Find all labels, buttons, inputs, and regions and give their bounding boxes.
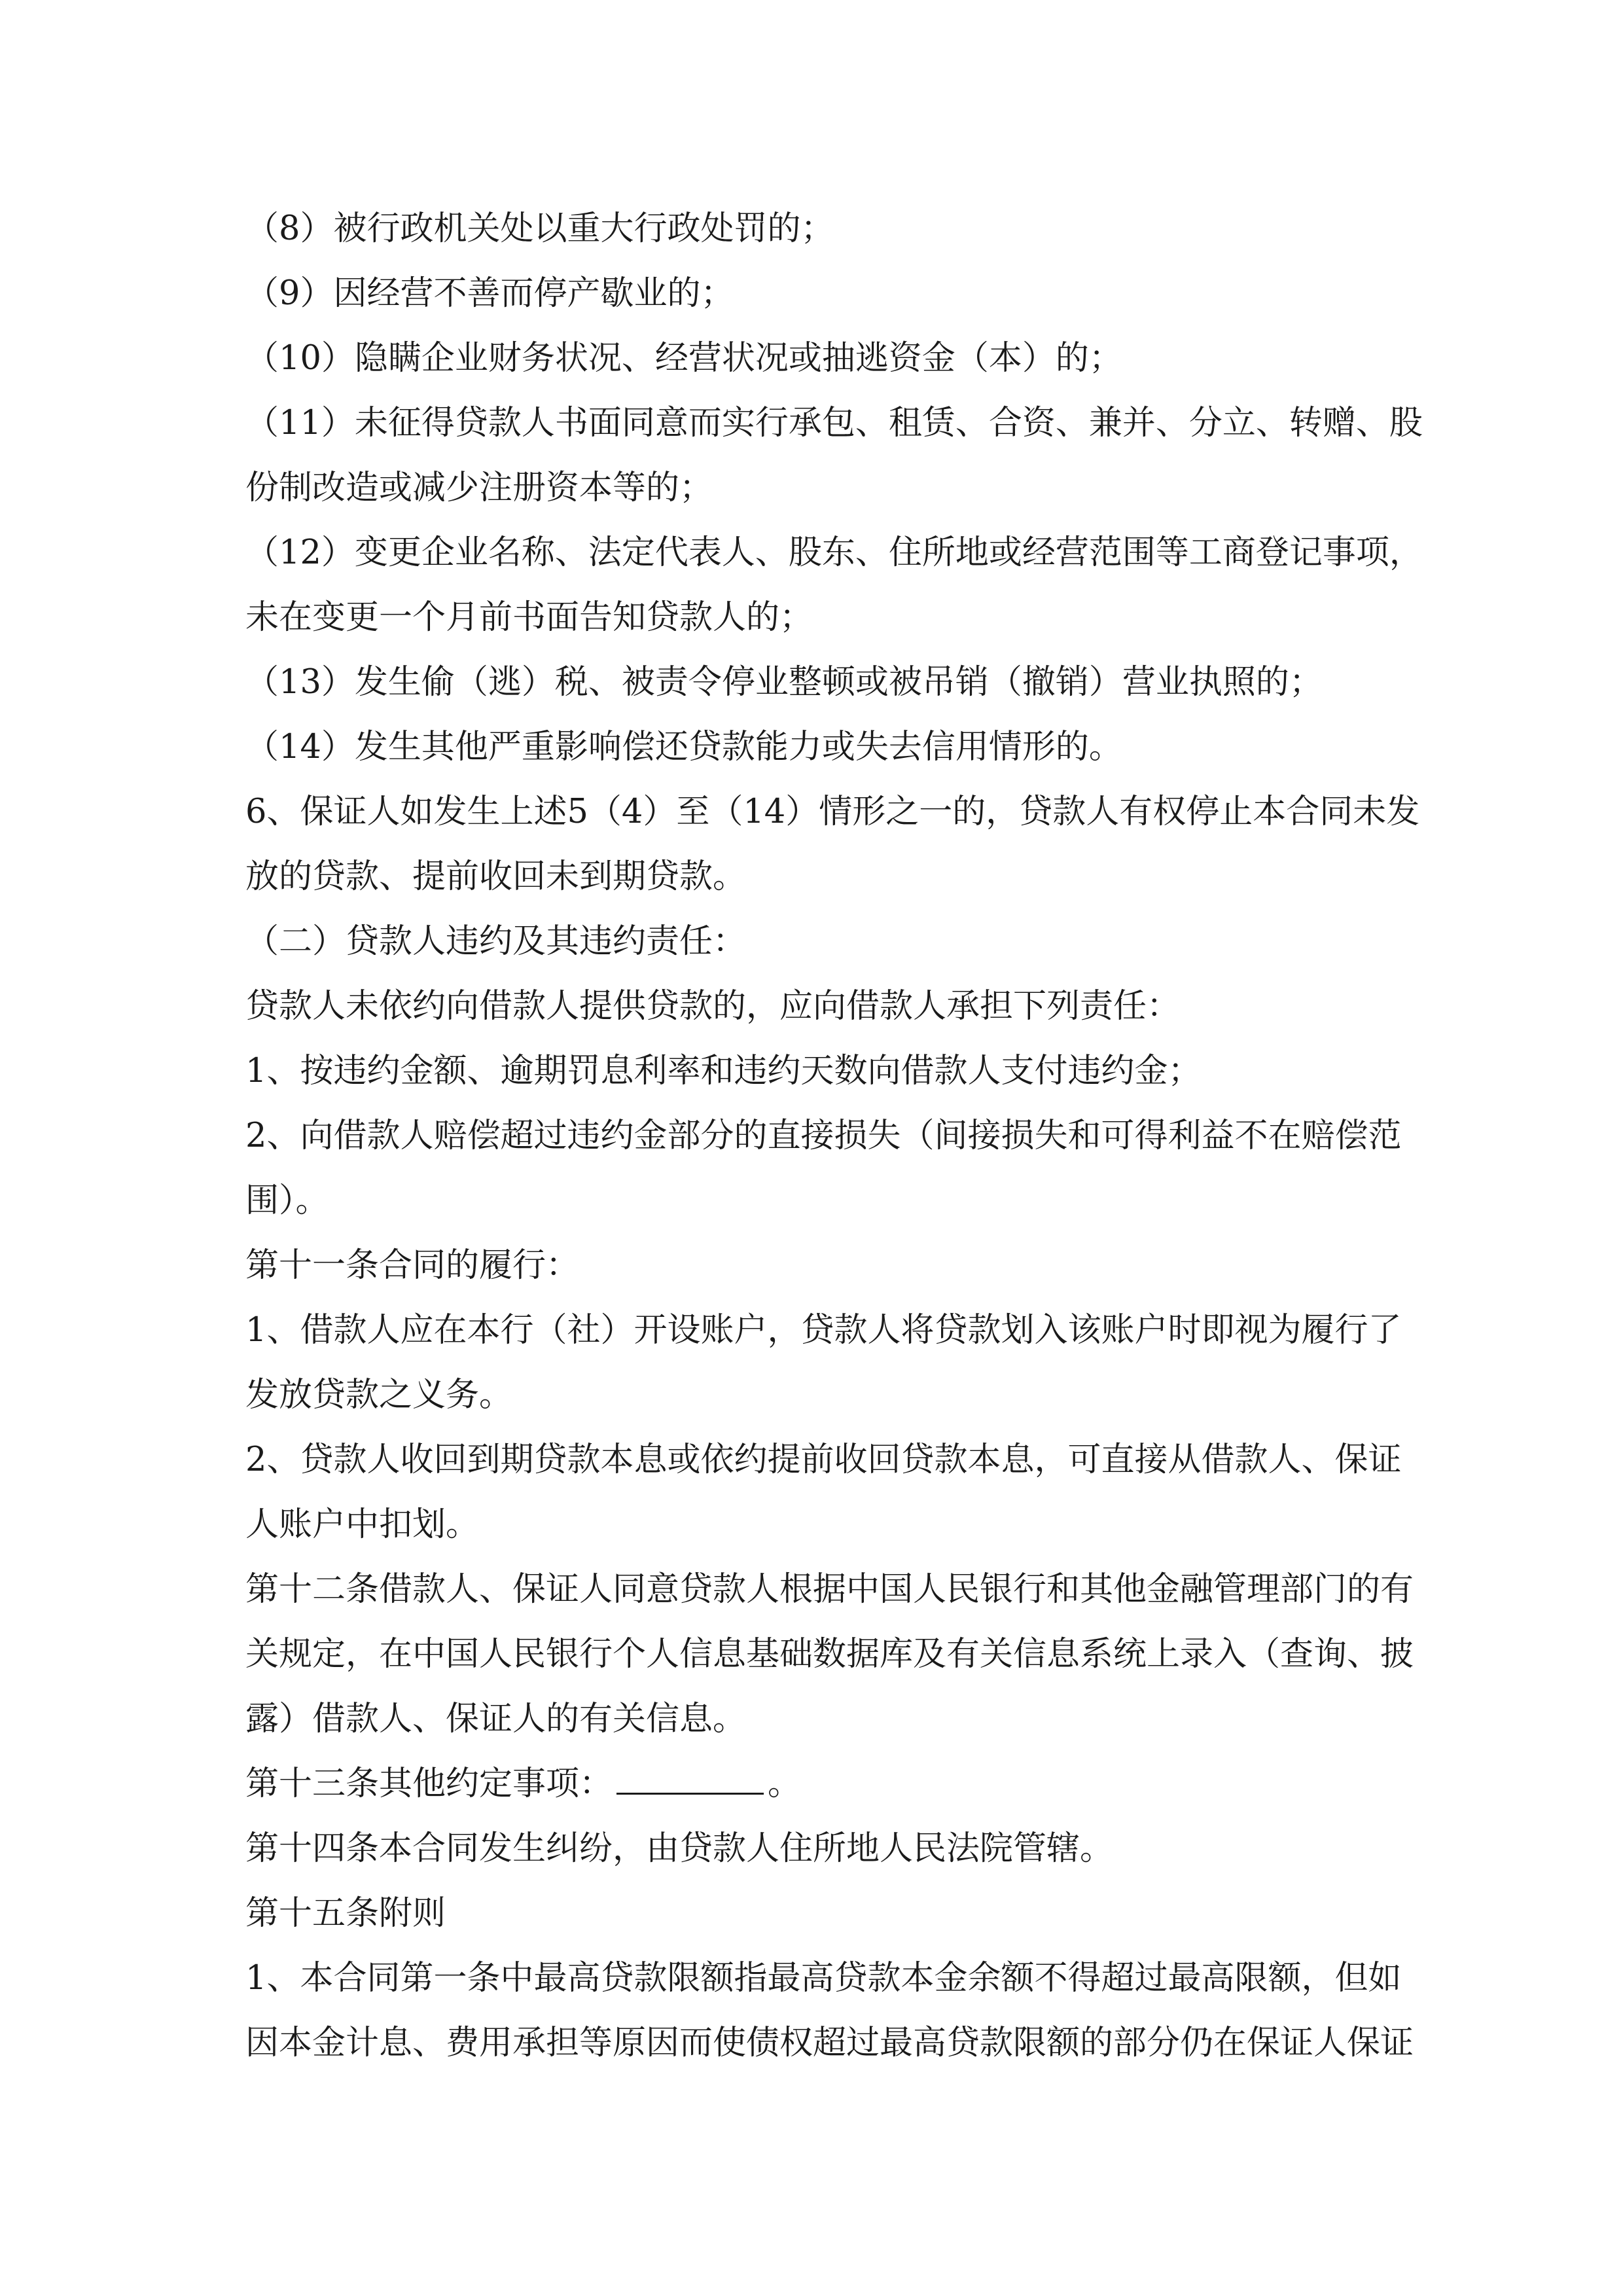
article-15-item-1-line-1: 1、本合同第一条中最高贷款限额指最高贷款本金余额不得超过最高限额，但如 bbox=[245, 1959, 1402, 1998]
clause-9: （9）因经营不善而停产歇业的； bbox=[245, 274, 734, 313]
lender-liability-intro: 贷款人未依约向借款人提供贷款的，应向借款人承担下列责任： bbox=[245, 987, 1181, 1026]
article-11-item-1-line-1: 1、借款人应在本行（社）开设账户，贷款人将贷款划入该账户时即视为履行了 bbox=[245, 1311, 1402, 1350]
item-6-line-2: 放的贷款、提前收回未到期贷款。 bbox=[245, 857, 747, 896]
article-13-other-terms bbox=[245, 1751, 1384, 1816]
clause-11-line-2: 份制改造或减少注册资本等的； bbox=[245, 469, 713, 507]
clause-14: （14）发生其他严重影响偿还贷款能力或失去信用情形的。 bbox=[245, 728, 1122, 766]
clause-11-line-1: （11）未征得贷款人书面同意而实行承包、租赁、合资、兼并、分立、转赠、股 bbox=[245, 404, 1423, 442]
lender-liability-item-1: 1、按违约金额、逾期罚息利率和违约天数向借款人支付违约金； bbox=[245, 1052, 1202, 1090]
clause-12-line-1: （12）变更企业名称、法定代表人、股东、住所地或经营范围等工商登记事项， bbox=[245, 533, 1423, 572]
article-12-line-1: 第十二条借款人、保证人同意贷款人根据中国人民银行和其他金融管理部门的有 bbox=[245, 1570, 1414, 1609]
section-lender-default-heading: （二）贷款人违约及其违约责任： bbox=[245, 922, 747, 961]
lender-liability-item-2-line-1: 2、向借款人赔偿超过违约金部分的直接损失（间接损失和可得利益不在赔偿范 bbox=[245, 1117, 1402, 1155]
clause-13: （13）发生偷（逃）税、被责令停业整顿或被吊销（撤销）营业执照的； bbox=[245, 663, 1323, 702]
article-15-heading: 第十五条附则 bbox=[245, 1894, 446, 1933]
clause-8: （8）被行政机关处以重大行政处罚的； bbox=[245, 209, 834, 248]
article-13-suffix: 。 bbox=[768, 1765, 802, 1803]
article-14: 第十四条本合同发生纠纷，由贷款人住所地人民法院管辖。 bbox=[245, 1829, 1114, 1868]
article-12-line-3: 露）借款人、保证人的有关信息。 bbox=[245, 1700, 747, 1738]
article-11-item-2-line-2: 人账户中扣划。 bbox=[245, 1505, 480, 1544]
article-11-item-1-line-2: 发放贷款之义务。 bbox=[245, 1376, 513, 1414]
article-12-line-2: 关规定，在中国人民银行个人信息基础数据库及有关信息系统上录入（查询、披 bbox=[245, 1635, 1414, 1674]
fill-in-blank bbox=[616, 1753, 764, 1795]
item-6-line-1: 6、保证人如发生上述5（4）至（14）情形之一的，贷款人有权停止本合同未发 bbox=[245, 793, 1420, 831]
lender-liability-item-2-line-2: 围）。 bbox=[245, 1181, 329, 1220]
clause-10: （10）隐瞒企业财务状况、经营状况或抽逃资金（本）的； bbox=[245, 339, 1122, 378]
article-15-item-1-line-2: 因本金计息、费用承担等原因而使债权超过最高贷款限额的部分仍在保证人保证 bbox=[245, 2024, 1414, 2062]
article-11-heading: 第十一条合同的履行： bbox=[245, 1246, 580, 1285]
clause-12-line-2: 未在变更一个月前书面告知贷款人的； bbox=[245, 598, 813, 637]
document-body bbox=[245, 196, 1423, 2075]
article-13-label: 第十三条其他约定事项： bbox=[245, 1765, 613, 1803]
article-11-item-2-line-1: 2、贷款人收回到期贷款本息或依约提前收回贷款本息，可直接从借款人、保证 bbox=[245, 1441, 1402, 1479]
